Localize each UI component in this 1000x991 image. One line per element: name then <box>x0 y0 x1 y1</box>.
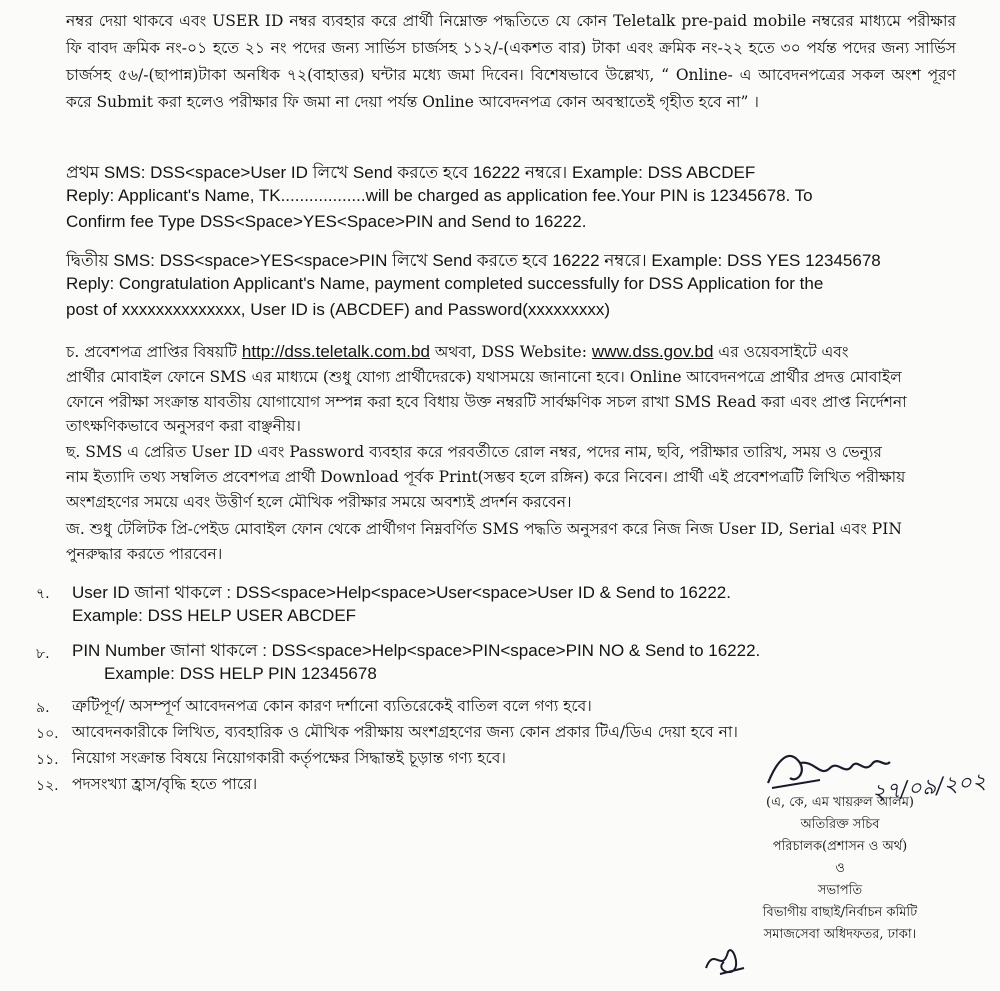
dss-website-link[interactable]: www.dss.gov.bd <box>591 342 714 361</box>
signatory-title-4: বিভাগীয় বাছাই/নির্বাচন কমিটি <box>762 905 918 920</box>
signatory-block <box>720 792 960 946</box>
item-user-id-help: User ID জানা থাকলে : DSS<space>Help<space>User<space>User ID & Send to 16222. <box>72 583 731 602</box>
signatory-title-5: সমাজসেবা অধিদফতর, ঢাকা। <box>763 927 917 942</box>
item-text: নিয়োগ সংক্রান্ত বিষয়ে নিয়োগকারী কর্তৃপক্ষের সিদ্ধান্তই চূড়ান্ত গণ্য হবে। <box>72 749 506 767</box>
sms1-reply: Reply: Applicant's Name, TK..................will be charged as application fee.Your PIN is 12345678. To <box>66 186 813 205</box>
ja-line-1: জ. শুধু টেলিটক প্রি-পেইড মোবাইল ফোন থেকে প্রার্থীগণ নিম্নবর্ণিত SMS পদ্ধতি অনুসরণ করে নিজ নিজ User ID, Serial এবং PIN <box>66 520 902 538</box>
item-text: ত্রুটিপূর্ণ/ অসম্পূর্ণ আবেদনপত্র কোন কারণ দর্শানো ব্যতিরেকেই বাতিল বলে গণ্য হবে। <box>72 697 592 715</box>
teletalk-link[interactable]: http://dss.teletalk.com.bd <box>241 342 430 361</box>
admit-card-info <box>66 340 849 366</box>
item-number: ৮. <box>36 646 50 662</box>
chha-line-3: অংশগ্রহণের সময়ে এবং উত্তীর্ণ হলে মৌখিক পরীক্ষার সময়ে অবশ্যই প্রদর্শন করবেন। <box>66 493 572 511</box>
item-pin-help: PIN Number জানা থাকলে : DSS<space>Help<space>PIN<space>PIN NO & Send to 16222. <box>72 641 761 660</box>
item-number: ১১. <box>36 752 59 768</box>
item-user-id-example: Example: DSS HELP USER ABCDEF <box>72 606 357 625</box>
intro-paragraph: নম্বর দেয়া থাকবে এবং USER ID নম্বর ব্যবহার করে প্রার্থী নিম্নোক্ত পদ্ধতিতে যে কোন Teletalk pre-paid mobile নম্বরের মাধ্যমে পরীক্ষার ফি বাবদ ক্রমিক নং-০১ হতে ২১ নং পদের জন্য সার্ভিস চার্জসহ ১১২/-(একশত বার) টাকা এবং ক্রমিক নং-২২ হতে ৩০ পর্যন্ত পদের জন্য সার্ভিস চার্জসহ ৫৬/-(ছাপান্ন)টাকা অনধিক ৭২(বাহাত্তর) ঘন্টার মধ্যে জমা দিবেন। বিশেষভাবে উল্লেখ্য, “ Online- এ আবেদনপত্রের সকল অংশ পূরণ করে Submit করা হলেও পরীক্ষার ফি জমা না দেয়া পর্যন্ত Online আবেদনপত্র কোন অবস্থাতেই গৃহীত হবে না” । <box>66 12 956 111</box>
signatory-title-2: পরিচালক(প্রশাসন ও অর্থ) <box>772 839 908 854</box>
cha-line-4: তাৎক্ষণিকভাবে অনুসরণ করা বাঞ্ছনীয়। <box>66 417 301 435</box>
item-text: আবেদনকারীকে লিখিত, ব্যবহারিক ও মৌখিক পরীক্ষায় অংশগ্রহণের জন্য কোন প্রকার টিএ/ডিএ দেয়া হবে না। <box>72 723 738 741</box>
ja-line-2: পুনরুদ্ধার করতে পারবেন। <box>66 545 223 563</box>
cha-suffix: এর ওয়েবসাইটে এবং <box>718 343 849 361</box>
chha-line-2: নাম ইত্যাদি তথ্য সম্বলিত প্রবেশপত্র প্রার্থী Download পূর্বক Print(সম্ভব হলে রঙ্গিন) করে নিবেন। প্রার্থী এই প্রবেশপত্রটি লিখিত পরীক্ষায় <box>66 468 906 486</box>
cha-line-3: ফোনে পরীক্ষা সংক্রান্ত যাবতীয় যোগাযোগ সম্পন্ন করা হবে বিধায় উক্ত নম্বরটি সার্বক্ষণিক সচল রাখা SMS Read করা এবং প্রাপ্ত নির্দেশনা <box>66 393 907 411</box>
sms1-instruction: প্রথম SMS: DSS<space>User ID লিখে Send করতে হবে 16222 নম্বরে। Example: DSS ABCDEF <box>66 163 756 182</box>
signature-date: ২৭/০৯/২০২ <box>870 769 988 806</box>
cha-mid: অথবা, DSS Website: <box>434 343 587 361</box>
item-pin-example: Example: DSS HELP PIN 12345678 <box>104 664 377 683</box>
sms1-confirm: Confirm fee Type DSS<Space>YES<Space>PIN and Send to 16222. <box>66 212 587 231</box>
signatory-title-3: সভাপতি <box>817 883 863 898</box>
item-number: ৯. <box>36 700 50 716</box>
cha-prefix: চ. প্রবেশপত্র প্রাপ্তির বিষয়টি <box>66 343 237 361</box>
sms2-reply: Reply: Congratulation Applicant's Name, payment completed successfully for DSS Application for the <box>66 274 824 293</box>
initial-mark-image <box>700 938 750 980</box>
item-number: ১০. <box>36 726 59 742</box>
item-number: ৭. <box>36 586 50 602</box>
signatory-title-1: অতিরিক্ত সচিব <box>800 817 880 832</box>
signatory-name: (এ, কে, এম খায়রুল আলম) <box>766 795 914 810</box>
cha-line-2: প্রার্থীর মোবাইল ফোনে SMS এর মাধ্যমে (শুধু যোগ্য প্রার্থীদেরকে) যথাসময়ে জানানো হবে। Online আবেদনপত্রে প্রার্থীর প্রদত্ত মোবাইল <box>66 368 902 386</box>
chha-line-1: ছ. SMS এ প্রেরিত User ID এবং Password ব্যবহার করে পরবর্তীতে রোল নম্বর, পদের নাম, ছবি, পরীক্ষার তারিখ, সময় ও ভেন্যুর <box>66 443 882 461</box>
sms2-post: post of xxxxxxxxxxxxxx, User ID is (ABCDEF) and Password(xxxxxxxxx) <box>66 300 611 319</box>
signatory-and: ও <box>835 861 845 876</box>
item-text: পদসংখ্যা হ্রাস/বৃদ্ধি হতে পারে। <box>72 775 258 793</box>
sms2-instruction: দ্বিতীয় SMS: DSS<space>YES<space>PIN লিখে Send করতে হবে 16222 নম্বরে। Example: DSS YES 12345678 <box>66 251 881 270</box>
item-number: ১২. <box>36 778 59 794</box>
